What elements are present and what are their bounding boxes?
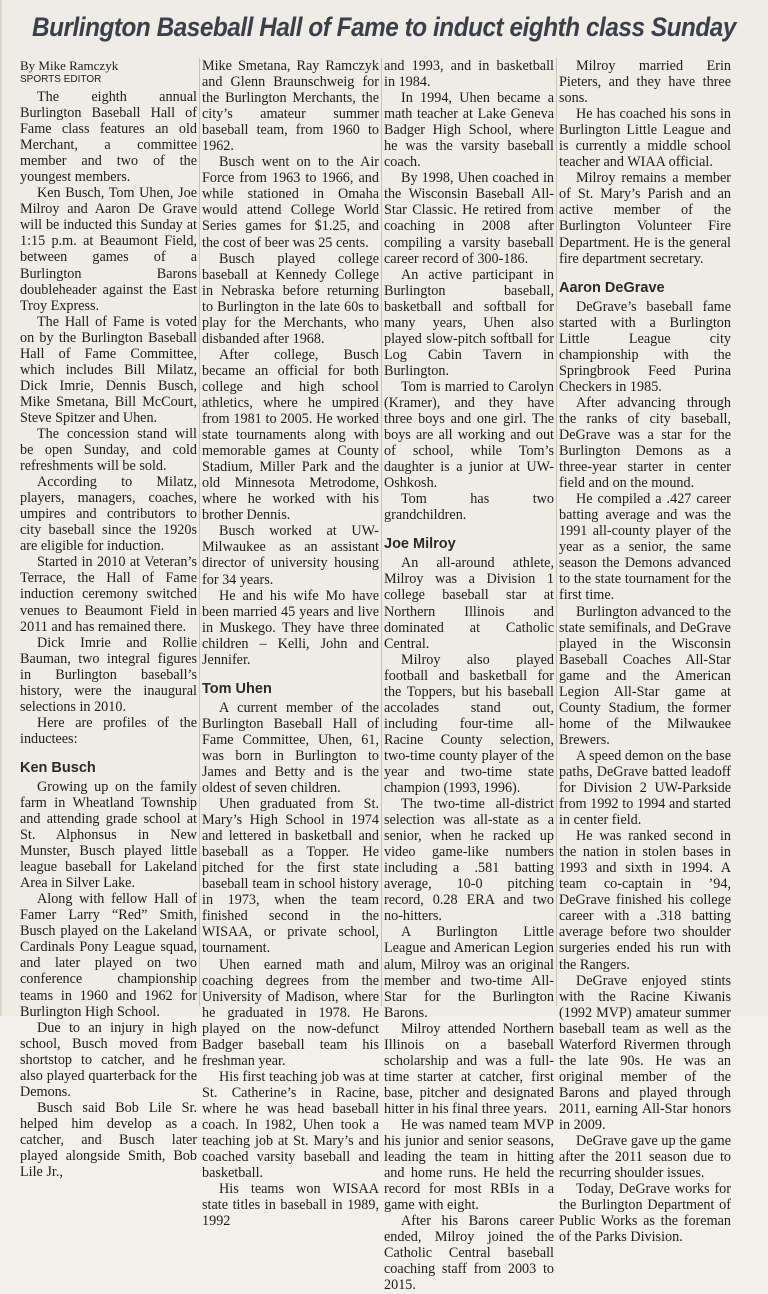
paragraph: He was ranked second in the nation in stolen bases in 1993 and sixth in 1994. A team co-captain in ’94, DeGrave finished his college career with a .318 batting average before two shoulder surgeries ended his run with the Rangers. — [559, 828, 731, 973]
column-divider — [199, 58, 200, 1006]
paragraph: The concession stand will be open Sunday, and cold refreshments will be sold. — [20, 425, 197, 475]
paragraph: He has coached his sons in Burlington Little League and is currently a middle school teacher and WIAA official. — [559, 106, 731, 171]
paragraph: Uhen earned math and coaching degrees from the University of Madison, where he graduated in 1978. He played on the now-defunct Badger baseball team his freshman year. — [202, 956, 379, 1069]
paragraph: He and his wife Mo have been married 45 years and live in Muskego. They have three children – Kelli, John and Jennifer. — [202, 587, 379, 668]
paragraph: His first teaching job was at St. Catherine’s in Racine, where he was head baseball coach. In 1982, Uhen took a teaching job at St. Mary’s and coached varsity baseball and basketball. — [202, 1068, 379, 1182]
paragraph: An active participant in Burlington baseball, basketball and softball for many years, Uhen also played slow-pitch softball for Log Cabin Tavern in Burlington. — [384, 266, 554, 379]
paragraph: After college, Busch became an official for both college and high school athletics, where he umpired from 1981 to 2005. He worked state tournaments along with memorable games at County Stadium, Miller Park and the old Minnesota Metrodome, where he worked with his brother Dennis. — [202, 346, 379, 524]
headline: Burlington Baseball Hall of Fame to induct eighth class Sunday — [32, 12, 736, 42]
column-divider — [381, 58, 382, 1006]
paragraph: In 1994, Uhen became a math teacher at Lake Geneva Badger High School, where he was the varsity baseball coach. — [384, 90, 554, 171]
paragraph: A speed demon on the base paths, DeGrave batted leadoff for Division 2 UW-Parkside from 1992 to 1994 and started in center field. — [559, 747, 731, 829]
paragraph: Ken Busch, Tom Uhen, Joe Milroy and Aaron De Grave will be inducted this Sunday at 1:15 p.m. at Beaumont Field, between games of a Burlington Barons doubleheader against the East Troy Express. — [20, 185, 197, 314]
paragraph: Tom has two grandchildren. — [384, 491, 554, 524]
paragraph: His teams won WISAA state titles in baseball in 1989, 1992 — [202, 1181, 379, 1230]
paragraph: Uhen graduated from St. Mary’s High School in 1974 and lettered in basketball and baseball as a Topper. He pitched for the first state baseball team in school history in 1973, when the team finished second in the WISAA, or private school, tournament. — [202, 796, 379, 957]
paragraph: After advancing through the ranks of city baseball, DeGrave was a star for the Burlington Demons as a three-year starter in center field and on the mound. — [559, 394, 731, 492]
paragraph: Due to an injury in high school, Busch moved from shortstop to catcher, and he also played quarterback for the Demons. — [20, 1019, 197, 1100]
paragraph: The eighth annual Burlington Baseball Hall of Fame class features an old Merchant, a committee member and two of the youngest members. — [20, 89, 197, 186]
paragraph: Dick Imrie and Rollie Bauman, two integral figures in Burlington baseball’s history, were the inaugural selections in 2010. — [20, 634, 197, 715]
paragraph: A Burlington Little League and American Legion alum, Milroy was an original member and two-time All-Star for the Burlington Barons. — [384, 924, 554, 1021]
paragraph: DeGrave gave up the game after the 2011 season due to recurring shoulder issues. — [559, 1133, 731, 1182]
paragraph: Milroy remains a member of St. Mary’s Parish and an active member of the Burlington Volunteer Fire Department. He is the general fire department secretary. — [559, 170, 731, 267]
column-divider — [556, 58, 557, 1006]
paragraph: By 1998, Uhen coached in the Wisconsin Baseball All-Star Classic. He retired from coaching in 2008 after compiling a varsity baseball career record of 300-186. — [384, 170, 554, 267]
article-column-1 — [20, 58, 197, 1181]
paragraph: Growing up on the family farm in Wheatland Township and attending grade school at St. Alphonsus in New Munster, Busch played little league baseball for Lakeland Area in Silver Lake. — [20, 778, 197, 892]
paragraph-continued: Mike Smetana, Ray Ramczyk and Glenn Braunschweig for the Burlington Merchants, the city’s amateur summer baseball team, from 1960 to 1962. — [202, 58, 379, 155]
paragraph: Milroy also played football and basketball for the Toppers, but his baseball accolades stand out, including four-time all-Racine County selection, two-time county player of the year and two-time state champion (1993, 1996). — [384, 651, 554, 797]
paragraph: Busch played college baseball at Kennedy College in Nebraska before returning to Burlington in the late 60s to play for the Merchants, who disbanded after 1968. — [202, 250, 379, 347]
article-column-3 — [384, 58, 554, 1294]
paragraph: He compiled a .427 career batting average and was the 1991 all-county player of the year as a senior, the same season the Demons advanced to the state tournament for the first time. — [559, 491, 731, 604]
paragraph: Milroy attended Northern Illinois on a baseball scholarship and was a full-time starter at catcher, first base, pitcher and designated hitter in his final three years. — [384, 1020, 554, 1117]
section-heading: Joe Milroy — [384, 536, 456, 553]
paragraph: The Hall of Fame is voted on by the Burlington Baseball Hall of Fame Committee, which includes Bill Milatz, Dick Imrie, Dennis Busch, Mike Smetana, Bill McCourt, Steve Spitzer and Uhen. — [20, 313, 197, 426]
paragraph: Busch said Bob Lile Sr. helped him develop as a catcher, and Busch later played alongside Smith, Bob Lile Jr., — [20, 1099, 197, 1181]
paragraph: A current member of the Burlington Baseball Hall of Fame Committee, Uhen, 61, was born in Burlington to James and Betty and is the oldest of seven children. — [202, 699, 379, 797]
section-heading: Tom Uhen — [202, 680, 272, 697]
byline-role: SPORTS EDITOR — [20, 74, 102, 85]
paragraph: DeGrave’s baseball fame started with a Burlington Little League city championship with the Springbrook Feed Purina Checkers in 1985. — [559, 298, 731, 395]
section-heading: Aaron DeGrave — [559, 279, 665, 296]
paragraph: Started in 2010 at Veteran’s Terrace, the Hall of Fame induction ceremony switched venues to Beaumont Field in 2011 and has remained there. — [20, 554, 197, 635]
article-column-4 — [559, 58, 731, 1246]
paragraph: DeGrave enjoyed stints with the Racine Kiwanis (1992 MVP) amateur summer baseball team as well as the Waterford Rivermen through the late 90s. He was an original member of the Barons and played through 2011, earning All-Star honors in 2009. — [559, 972, 731, 1133]
paragraph: He was named team MVP his junior and senior seasons, leading the team in hitting and home runs. He held the record for most RBIs in a game with eight. — [384, 1117, 554, 1214]
paragraph: After his Barons career ended, Milroy joined the Catholic Central baseball coaching staff from 2003 to 2015. — [384, 1213, 554, 1294]
paragraph: Milroy married Erin Pieters, and they have three sons. — [559, 58, 731, 107]
article-column-2 — [202, 58, 379, 1230]
paragraph: Today, DeGrave works for the Burlington Department of Public Works as the foreman of the Parks Division. — [559, 1181, 731, 1246]
paragraph: Burlington advanced to the state semifinals, and DeGrave played in the Wisconsin Baseball Coaches All-Star game and the American Legion All-Star game at County Stadium, the former home of the Milwaukee Brewers. — [559, 603, 731, 748]
byline: By Mike Ramczyk — [20, 58, 119, 73]
paragraph: According to Milatz, players, managers, coaches, umpires and contributors to city baseball since the 1920s are eligible for induction. — [20, 474, 197, 555]
paragraph: Here are profiles of the inductees: — [20, 714, 197, 747]
paragraph: Along with fellow Hall of Famer Larry “Red” Smith, Busch played on the Lakeland Cardinals Pony League squad, and later played on two conference championship teams in 1960 and 1962 for Burlington High School. — [20, 891, 197, 1020]
paragraph: Busch went on to the Air Force from 1963 to 1966, and while stationed in Omaha would attend College World Series games for $1.25, and the cost of beer was 25 cents. — [202, 154, 379, 251]
section-heading: Ken Busch — [20, 759, 96, 776]
paragraph: An all-around athlete, Milroy was a Division 1 college baseball star at Northern Illinois and dominated at Catholic Central. — [384, 555, 554, 652]
paragraph: Busch worked at UW-Milwaukee as an assistant director of university housing for 34 years. — [202, 523, 379, 588]
paragraph: The two-time all-district selection was all-state as a senior, when he racked up video game-like numbers including a .581 batting average, 10-0 pitching record, 0.28 ERA and two no-hitters. — [384, 796, 554, 925]
paragraph: Tom is married to Carolyn (Kramer), and they have three boys and one girl. The boys are all working and out of school, while Tom’s daughter is a junior at UW-Oshkosh. — [384, 378, 554, 492]
paragraph-continued: and 1993, and in basketball in 1984. — [384, 58, 554, 91]
